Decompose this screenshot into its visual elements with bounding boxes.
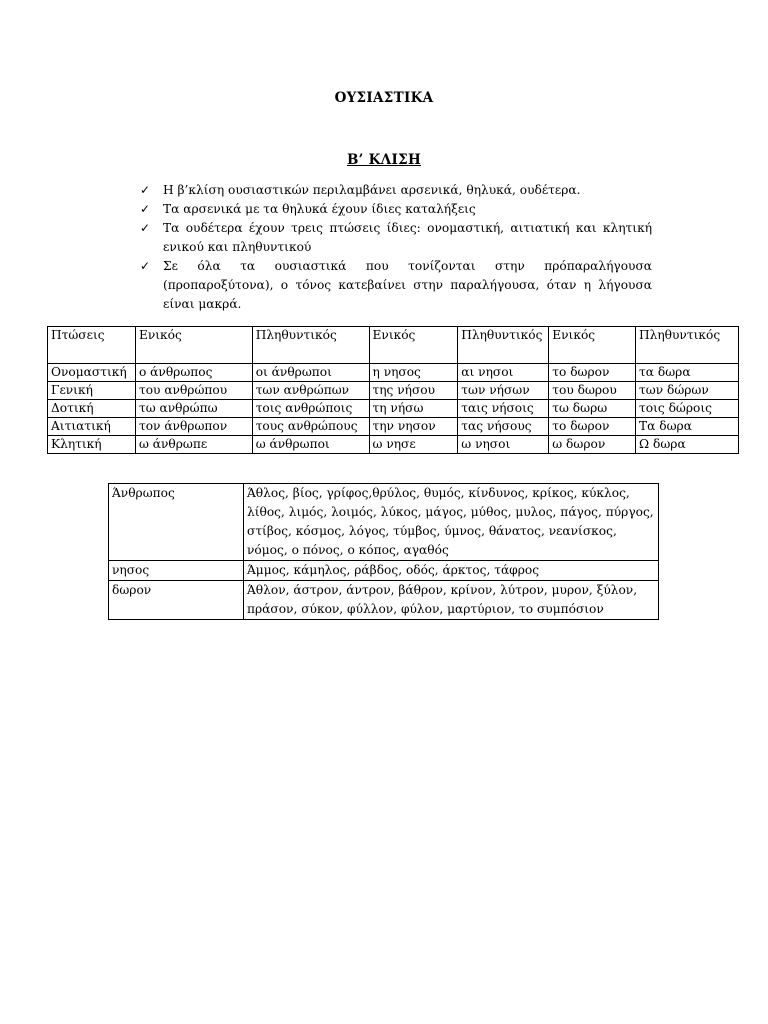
examples-table [108, 483, 659, 620]
table-cell: Άθλον, άστρον, άντρον, βάθρον, κρίνον, λύτρον, μυρον, ξύλον, πράσον, σύκον, φύλλον, φύλον, μαρτύριον, το συμπόσιον [244, 581, 659, 620]
table-cell: αι νησοι [458, 364, 549, 382]
table-cell: Ω δωρα [636, 436, 739, 454]
table-cell: Τα δωρα [636, 418, 739, 436]
header-cell: Πτώσεις [48, 327, 136, 364]
list-item: ✓ Η β’κλίση ουσιαστικών περιλαμβάνει αρσενικά, θηλυκά, ουδέτερα. [140, 181, 652, 200]
page-title: ΟΥΣΙΑΣΤΙΚΑ [334, 90, 434, 106]
table-cell: τη νήσω [369, 400, 458, 418]
table-cell: νησος [109, 561, 244, 581]
table-cell: τας νήσους [458, 418, 549, 436]
table-cell: των ανθρώπων [252, 382, 369, 400]
table-cell: Δοτική [48, 400, 136, 418]
table-row [109, 581, 659, 620]
table-cell: ω νησοι [458, 436, 549, 454]
rules-list [140, 181, 652, 314]
list-item: ✓ Τα ουδέτερα έχουν τρεις πτώσεις ίδιες: ονομαστική, αιτιατική και κλητική ενικού και πληθυντικού [140, 221, 652, 254]
table-cell: ω δωρον [549, 436, 636, 454]
table-cell: του δωρου [549, 382, 636, 400]
table-row [48, 400, 739, 418]
table-cell: Αιτιατική [48, 418, 136, 436]
table-cell: τοις ανθρώποις [252, 400, 369, 418]
table-cell: το δωρον [549, 364, 636, 382]
table-cell: τοις δώροις [636, 400, 739, 418]
checkmark-icon: ✓ [140, 259, 151, 273]
table-cell: Γενική [48, 382, 136, 400]
header-cell: Πληθυντικός [636, 327, 739, 364]
table-cell: ω άνθρωποι [252, 436, 369, 454]
table-cell: Άμμος, κάμηλος, ράβδος, οδός, άρκτος, τάφρος [244, 561, 659, 581]
table-cell: ο άνθρωπος [135, 364, 252, 382]
table-cell: το δωρον [549, 418, 636, 436]
table-cell: των νήσων [458, 382, 549, 400]
table-cell: Άνθρωπος [109, 484, 244, 561]
table-row [109, 561, 659, 581]
header-cell: Πληθυντικός [458, 327, 549, 364]
table-cell: Κλητική [48, 436, 136, 454]
checkmark-icon: ✓ [140, 202, 151, 216]
table-cell: τους ανθρώπους [252, 418, 369, 436]
table-row [109, 484, 659, 561]
table-cell: ταις νήσοις [458, 400, 549, 418]
header-cell: Ενικός [549, 327, 636, 364]
table-cell: τον άνθρωπον [135, 418, 252, 436]
checkmark-icon: ✓ [140, 221, 151, 235]
table-cell: δωρον [109, 581, 244, 620]
table-cell: την νησον [369, 418, 458, 436]
table-row [48, 436, 739, 454]
declension-table [47, 326, 739, 454]
table-cell: ω άνθρωπε [135, 436, 252, 454]
table-cell: τω ανθρώπω [135, 400, 252, 418]
checkmark-icon: ✓ [140, 183, 151, 197]
list-item: ✓ Τα αρσενικά με τα θηλυκά έχουν ίδιες καταλήξεις [140, 200, 652, 219]
table-cell: οι άνθρωποι [252, 364, 369, 382]
table-header-row [48, 327, 739, 364]
header-cell: Πληθυντικός [252, 327, 369, 364]
table-cell: ω νησε [369, 436, 458, 454]
table-cell: Ονομαστική [48, 364, 136, 382]
section-subtitle: Β’ ΚΛΙΣΗ [346, 152, 422, 168]
list-item: ✓ Σε όλα τα ουσιαστικά που τονίζονται στην πρόπαραλήγουσα (προπαροξύτονα), ο τόνος κατεβαίνει στην παραλήγουσα, όταν η λήγουσα είναι μακρά. [140, 259, 652, 311]
table-row [48, 364, 739, 382]
table-cell: του ανθρώπου [135, 382, 252, 400]
table-cell: τα δωρα [636, 364, 739, 382]
table-cell: τω δωρω [549, 400, 636, 418]
header-cell: Ενικός [135, 327, 252, 364]
table-cell: των δώρων [636, 382, 739, 400]
table-cell: Άθλος, βίος, γρίφος,θρύλος, θυμός, κίνδυνος, κρίκος, κύκλος, λίθος, λιμός, λοιμός, λύκος, μάγος, μύθος, μυλος, πάγος, πύργος, στίβος, κόσμος, λόγος, τύμβος, ύμνος, θάνατος, νεανίσκος, νόμος, ο πόνος, ο κόπος, αγαθός [244, 484, 659, 561]
table-cell: της νήσου [369, 382, 458, 400]
table-row [48, 418, 739, 436]
table-row [48, 382, 739, 400]
table-cell: η νησος [369, 364, 458, 382]
header-cell: Ενικός [369, 327, 458, 364]
